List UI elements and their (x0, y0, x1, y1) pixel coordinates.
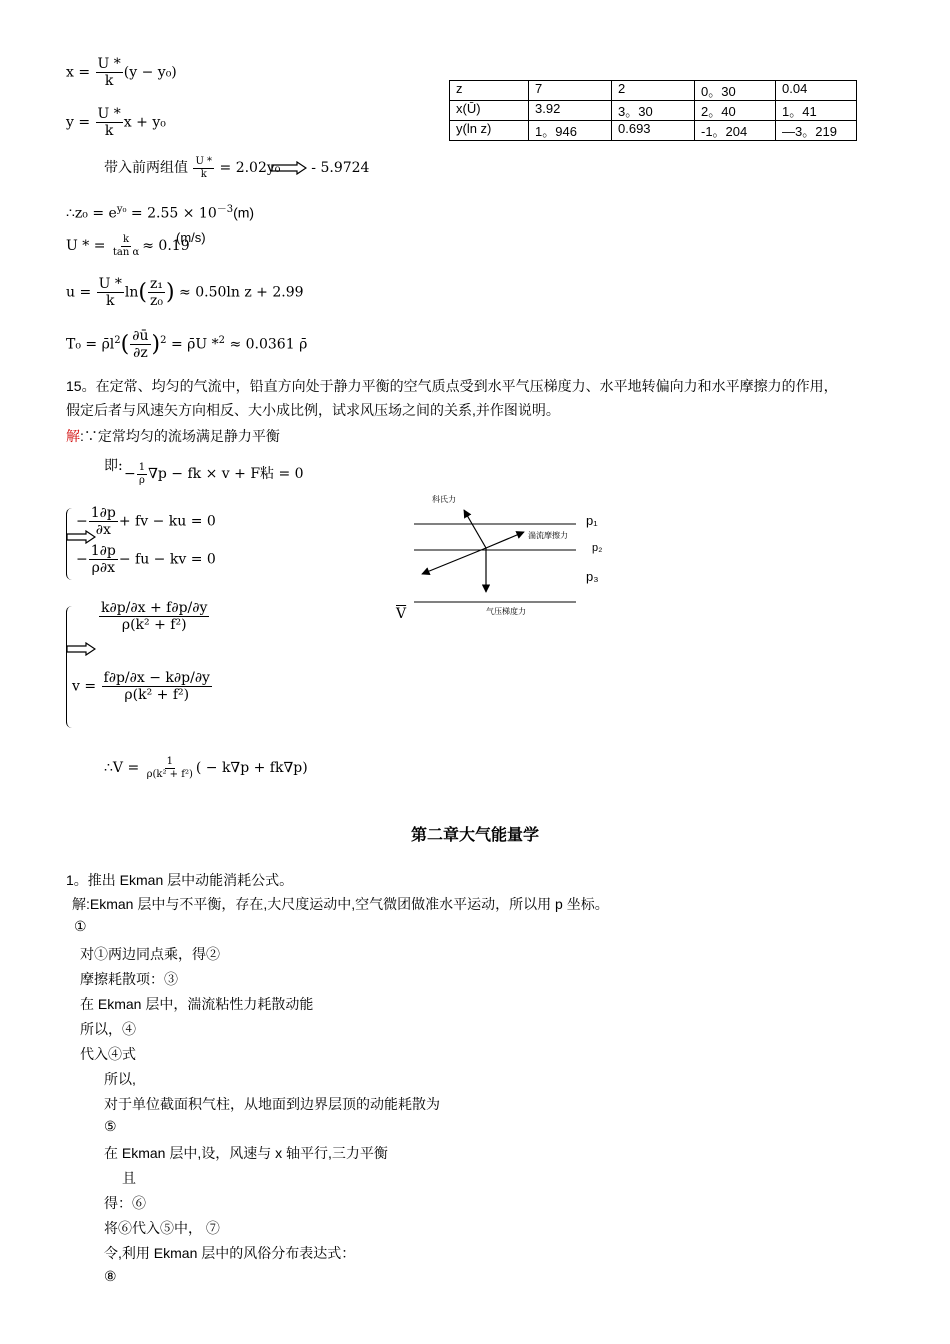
p2-label: p₂ (592, 542, 603, 554)
table-row: y(ln z) 1。946 0.693 -1。204 —3。219 (450, 121, 857, 141)
friction-arrow (486, 532, 524, 548)
text-line: ⑧ (104, 1268, 117, 1284)
system1-eq1: − $\frac{1\partial p}{\partial x}$ + fv − ku = 0 (76, 505, 216, 539)
ji-label: 即: (104, 458, 123, 474)
double-arrow-icon (271, 161, 307, 175)
text-line: 代入④式 (80, 1046, 136, 1062)
v-label: $\overline{V}$ (396, 606, 407, 622)
text-line: 所以，④ (80, 1021, 136, 1037)
formula-result: ∴V = $\frac{1}{\text{ρ(k² + f²)}}$ ( − k∇p + fk∇p) (104, 756, 308, 780)
brace (66, 508, 73, 580)
text-line: 且 (122, 1170, 136, 1186)
formula-x: x = $\frac{U *}{k}$ (y − y₀) (66, 56, 177, 90)
formula-z0: ∴z₀ = $e^{y_0} = 2.55 \times 10^{-3}(m)$ (66, 204, 255, 222)
formula-y: y = $\frac{U *}{k}$ x + y₀ (66, 106, 166, 140)
formula-substitute: 带入前两组值 $\frac{U *}{k}$ = 2.02y₀ - 5.9724 (104, 156, 370, 180)
text-line: 令,利用 Ekman 层中的风俗分布表达式： (104, 1245, 356, 1261)
text-line: 对①两边同点乘，得② (80, 946, 220, 962)
table-row: x(Ū) 3.92 3。30 2。40 1。41 (450, 101, 857, 121)
problem15-line1: 15。在定常、均匀的气流中，铅直方向处于静力平衡的空气质点受到水平气压梯度力、水平地转偏向力和水平摩擦力的作用， (66, 378, 838, 394)
data-table (449, 80, 857, 141)
formula-t0: $T_0 = \rhōl^2$( $\frac{\partial ū}{\partial z}$ )$^2$ = ρ̄U *$^2$ ≈ 0.0361 ρ̄ (66, 328, 308, 362)
solution-line: 解:∵定常均匀的流场满足静力平衡 (66, 428, 280, 444)
text-line: 解:Ekman 层中与不平衡，存在,大尺度运动中,空气微团做准水平运动，所以用 p 坐标。 (72, 896, 609, 912)
brace (66, 606, 73, 728)
problem15-line2: 假定后者与风速矢方向相反、大小成比例，试求风压场之间的关系,并作图说明。 (66, 402, 560, 418)
formula-balance: − $\frac{1}{\rho}$ ∇p − fk × v + F粘 = 0 (124, 462, 304, 486)
velocity-arrow (422, 548, 486, 574)
formula-u: u = $\frac{U *}{k}$ ln( $\frac{\text{z₁}}{\text{z₀}}$ ) ≈ 0.50ln z + 2.99 (66, 276, 304, 310)
text-line: 摩擦耗散项：③ (80, 971, 178, 987)
p1-label: p₁ (586, 513, 598, 528)
system2-u: $\frac{k\partial p/\partial x + f\partial p/\partial y}{\text{ρ(k² + f²)}}$ (101, 600, 208, 634)
text-line: 对于单位截面积气柱，从地面到边界层顶的动能耗散为 (104, 1096, 440, 1112)
text-line: 在 Ekman 层中，湍流粘性力耗散动能 (80, 996, 314, 1012)
table-row: z 7 2 0。30 0.04 (450, 81, 857, 101)
chapter-title: 第二章大气能量学 (410, 827, 539, 844)
text-line: ⑤ (104, 1118, 117, 1134)
system1-eq2: − $\frac{1\partial p}{\rho\partial x}$ − fu − kv = 0 (76, 543, 216, 577)
text-line: ① (74, 918, 87, 934)
question-1: 1。推出 Ekman 层中动能消耗公式。 (66, 872, 294, 888)
text-line: 得：⑥ (104, 1195, 146, 1211)
text-line: 所以, (104, 1071, 136, 1087)
ustar-unit: (m/s) (176, 230, 206, 245)
text-line: 将⑥代入⑤中， ⑦ (104, 1220, 220, 1236)
system2-v: v = $\frac{f\partial p/\partial x - k\partial p/\partial y}{\text{ρ(k² + f²)}}$ (72, 670, 210, 704)
text-line: 在 Ekman 层中,设，风速与 x 轴平行,三力平衡 (104, 1145, 388, 1161)
p3-label: p₃ (586, 569, 599, 584)
formula-ustar: U * = $\frac{k}{\text{tan α}}$ ≈ 0.19 (66, 234, 190, 258)
double-arrow-icon (66, 642, 96, 656)
coriolis-label: 科氏力 (432, 495, 456, 504)
friction-label: 湍流摩擦力 (528, 531, 568, 540)
pressure-label: 气压梯度力 (486, 607, 526, 616)
coriolis-arrow (464, 510, 486, 548)
